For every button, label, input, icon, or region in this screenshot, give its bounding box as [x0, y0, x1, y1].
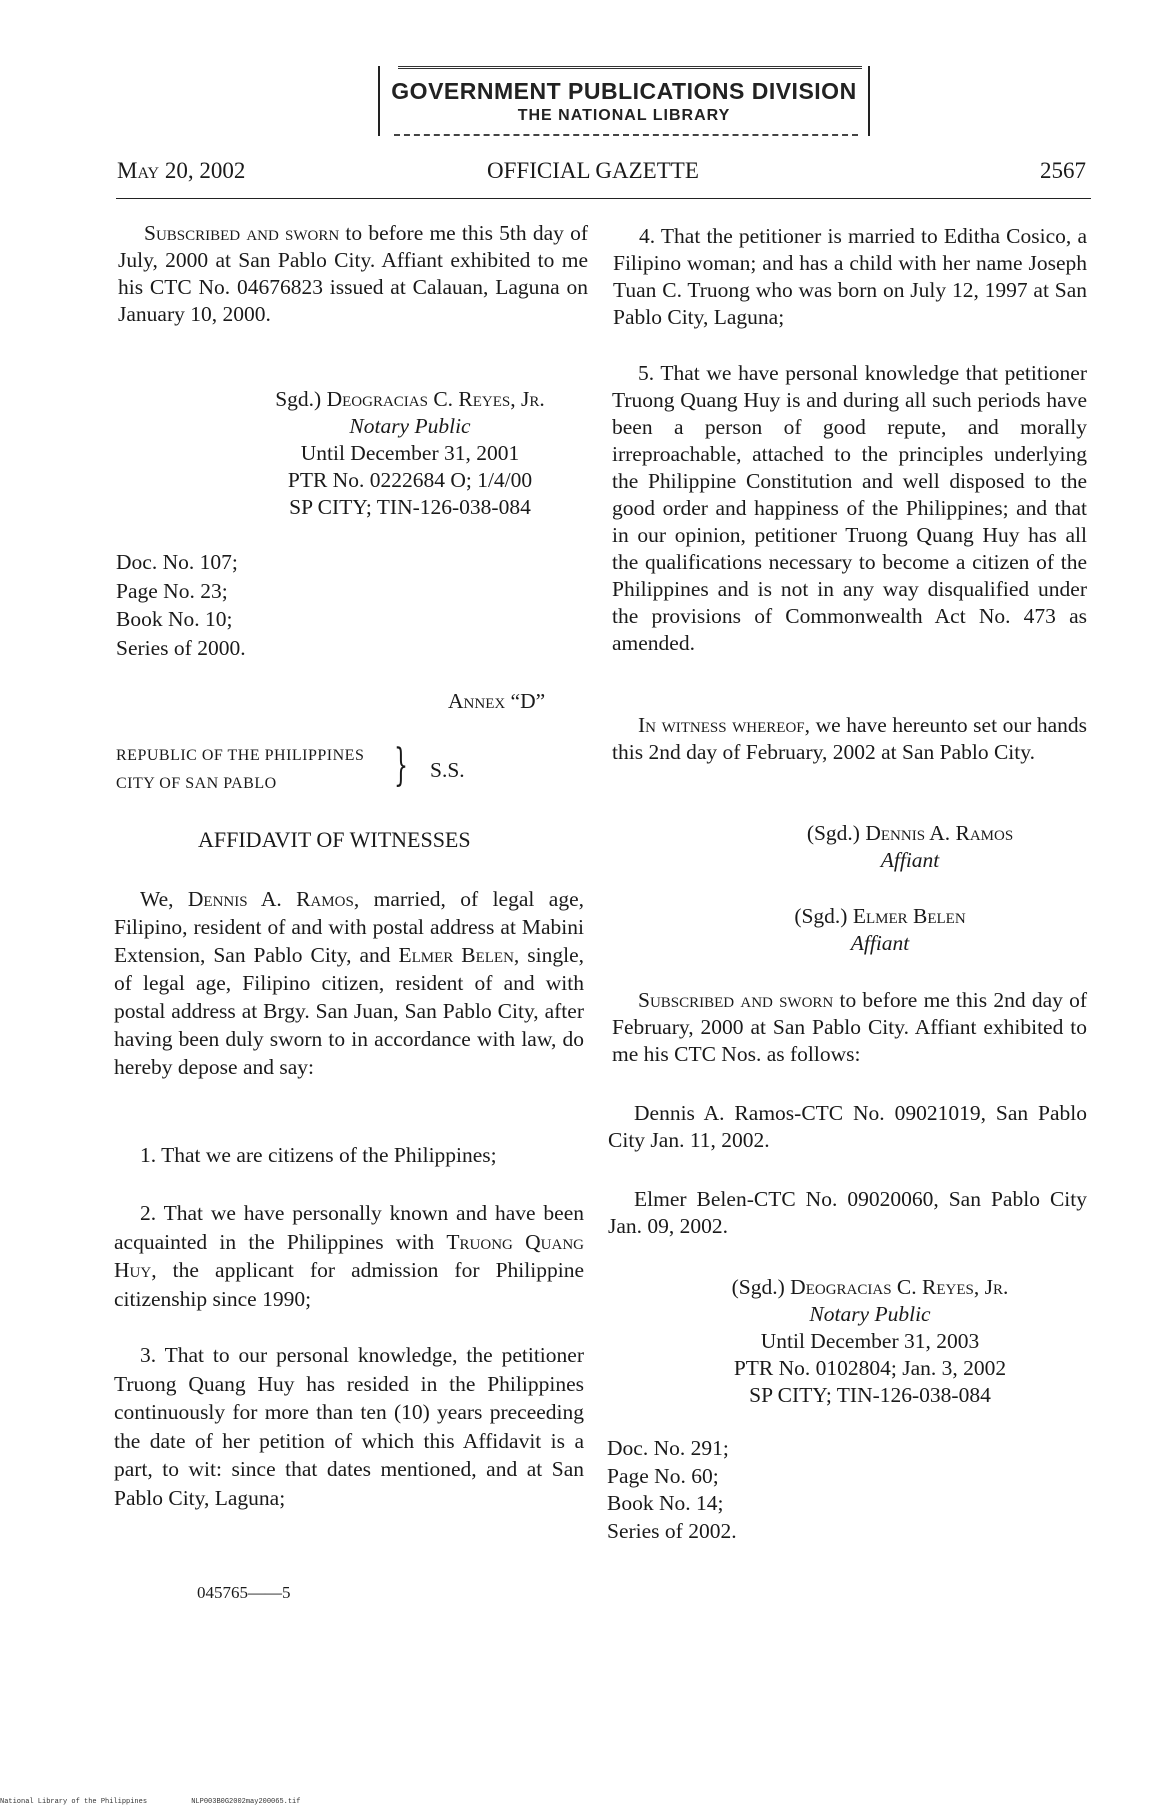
left-notary-city: SP CITY; TIN-126-038-084: [289, 495, 531, 519]
item-5: [612, 360, 1087, 657]
left-book-no: Book No. 10;: [116, 607, 233, 631]
right-notary-ptr: PTR No. 0102804; Jan. 3, 2002: [733, 1356, 1007, 1380]
print-code: 045765——5: [197, 1583, 291, 1602]
left-subscribed-text: to before me this 5th day of July, 2000 at San Pablo City. Affiant exhibited to me his CTC No. 04676823 issued at Calauan, Laguna on January 10, 2000.: [118, 221, 589, 326]
header-title: OFFICIAL GAZETTE: [487, 158, 699, 183]
venue-brace: }: [394, 740, 408, 791]
right-book-no: Book No. 14;: [607, 1491, 724, 1515]
right-notary-sgd: (Sgd.): [731, 1275, 785, 1299]
affiant-2-name: Elmer Belen: [852, 904, 966, 928]
left-notary-ptr: PTR No. 0222684 O; 1/4/00: [287, 468, 533, 492]
scan-footer: [0, 1798, 300, 1806]
left-notary-name: Deogracias C. Reyes, Jr.: [326, 387, 545, 411]
right-subscribed-lead: Subscribed and sworn: [638, 988, 834, 1012]
footer-source: National Library of the Philippines: [0, 1798, 148, 1806]
left-notary-block: [200, 386, 620, 521]
right-notary-city: SP CITY; TIN-126-038-084: [749, 1383, 991, 1407]
left-notary-until: Until December 31, 2001: [300, 441, 520, 465]
witness-paragraph: [612, 712, 1087, 766]
intro-name-belen: Elmer Belen: [398, 943, 514, 967]
affidavit-title: AFFIDAVIT OF WITNESSES: [198, 827, 471, 852]
left-page-no: Page No. 23;: [116, 578, 228, 603]
right-doc-block: [607, 1435, 907, 1545]
affiant-2-role: Affiant: [850, 931, 910, 955]
venue-republic: REPUBLIC OF THE PHILIPPINES: [116, 747, 365, 764]
ctc-belen: [608, 1186, 1087, 1240]
right-page-no: Page No. 60;: [607, 1463, 719, 1488]
intro-text-2: , married, of legal age, Filipino, resident of and with postal address at Mabini Extension, San Pablo City, and: [114, 887, 584, 967]
stamp-line-1: GOVERNMENT PUBLICATIONS DIVISION: [391, 78, 857, 104]
library-stamp: [378, 66, 870, 136]
left-series: Series of 2000.: [116, 635, 246, 660]
affiant-1-role: Affiant: [880, 848, 940, 872]
affiant-2-sgd: (Sgd.): [794, 904, 848, 928]
affiant-1-name: Dennis A. Ramos: [865, 821, 1014, 845]
right-subscribed-text: to before me this 2nd day of February, 2000 at San Pablo City. Affiant exhibited to me his CTC Nos. as follows:: [612, 988, 1087, 1066]
item-2: [114, 1199, 584, 1313]
intro-text-3: , single, of legal age, Filipino citizen, resident of and with postal address at Brgy. San Juan, San Pablo City, after having been duly sworn to in accordance with law, do hereby depose and say:: [114, 943, 584, 1079]
affiant-1-sgd: (Sgd.): [806, 821, 860, 845]
left-notary-sgd: Sgd.): [275, 387, 322, 411]
right-notary-block: [660, 1274, 1080, 1409]
ctc-belen-text: Elmer Belen-CTC No. 09020060, San Pablo City Jan. 09, 2002.: [608, 1187, 1087, 1238]
ctc-ramos-text: Dennis A. Ramos-CTC No. 09021019, San Pablo City Jan. 11, 2002.: [608, 1101, 1087, 1152]
item-2-name: Truong Quang Huy: [114, 1229, 584, 1282]
witness-lead: In witness whereof: [638, 713, 805, 737]
left-subscribed-paragraph: [118, 220, 588, 328]
witness-text: , we have hereunto set our hands this 2nd day of February, 2002 at San Pablo City.: [612, 713, 1087, 764]
header-date: May 20, 2002: [117, 158, 246, 183]
venue-city: CITY OF SAN PABLO: [116, 775, 277, 792]
item-3: [114, 1341, 584, 1512]
affiant-1: [760, 820, 1060, 874]
left-doc-no: Doc. No. 107;: [116, 550, 238, 574]
item-4-text: 4. That the petitioner is married to Editha Cosico, a Filipino woman; and has a child with her name Joseph Tuan C. Truong who was born on July 12, 1997 at San Pablo City, Laguna;: [613, 224, 1087, 329]
venue-ss: S.S.: [430, 758, 465, 782]
item-5-text: 5. That we have personal knowledge that petitioner Truong Quang Huy is and during all such periods have been a person of good repute, and morally irreproachable, attached to the principles underlying the Philippine Constitution and well disposed to the good order and happiness of the Philippines; and that in our opinion, petitioner Truong Quang Huy has all the qualifications necessary to become a citizen of the Philippines and is not in any way disqualified under the provisions of Commonwealth Act No. 473 as amended.: [612, 361, 1087, 655]
item-4: [613, 223, 1087, 331]
right-notary-until: Until December 31, 2003: [760, 1329, 980, 1353]
intro-paragraph: [114, 885, 584, 1081]
intro-text-1: We,: [140, 887, 188, 911]
ctc-ramos: [608, 1100, 1087, 1154]
item-2-text-2: , the applicant for admission for Philippine citizenship since 1990;: [114, 1258, 584, 1311]
annex-label: Annex “D”: [448, 689, 546, 713]
intro-name-ramos: Dennis A. Ramos: [187, 887, 354, 911]
left-notary-title: Notary Public: [349, 414, 471, 438]
right-series: Series of 2002.: [607, 1518, 737, 1543]
venue-block: [116, 742, 364, 798]
left-doc-block: [116, 548, 416, 662]
header-page-number: 2567: [1040, 158, 1086, 183]
right-subscribed-paragraph: [612, 987, 1087, 1068]
affiant-2: [730, 903, 1030, 957]
right-notary-title: Notary Public: [809, 1302, 931, 1326]
stamp-line-2: THE NATIONAL LIBRARY: [517, 107, 731, 124]
right-doc-no: Doc. No. 291;: [607, 1436, 729, 1460]
footer-file: NLP003B0G2002may200065.tif: [191, 1798, 301, 1806]
header-rule: [116, 198, 1091, 199]
item-3-text: 3. That to our personal knowledge, the petitioner Truong Quang Huy has resided in the Philippines continuously for more than ten (10) years preceeding the date of her petition of which this Affidavit is a part, to wit: since that dates mentioned, and at San Pablo City, Laguna;: [114, 1343, 584, 1510]
item-1: 1. That we are citizens of the Philippines;: [140, 1143, 497, 1167]
right-notary-name: Deogracias C. Reyes, Jr.: [790, 1275, 1009, 1299]
left-subscribed-lead: Subscribed and sworn: [144, 221, 340, 245]
item-2-text-1: 2. That we have personally known and have been acquainted in the Philippines with: [114, 1201, 584, 1254]
